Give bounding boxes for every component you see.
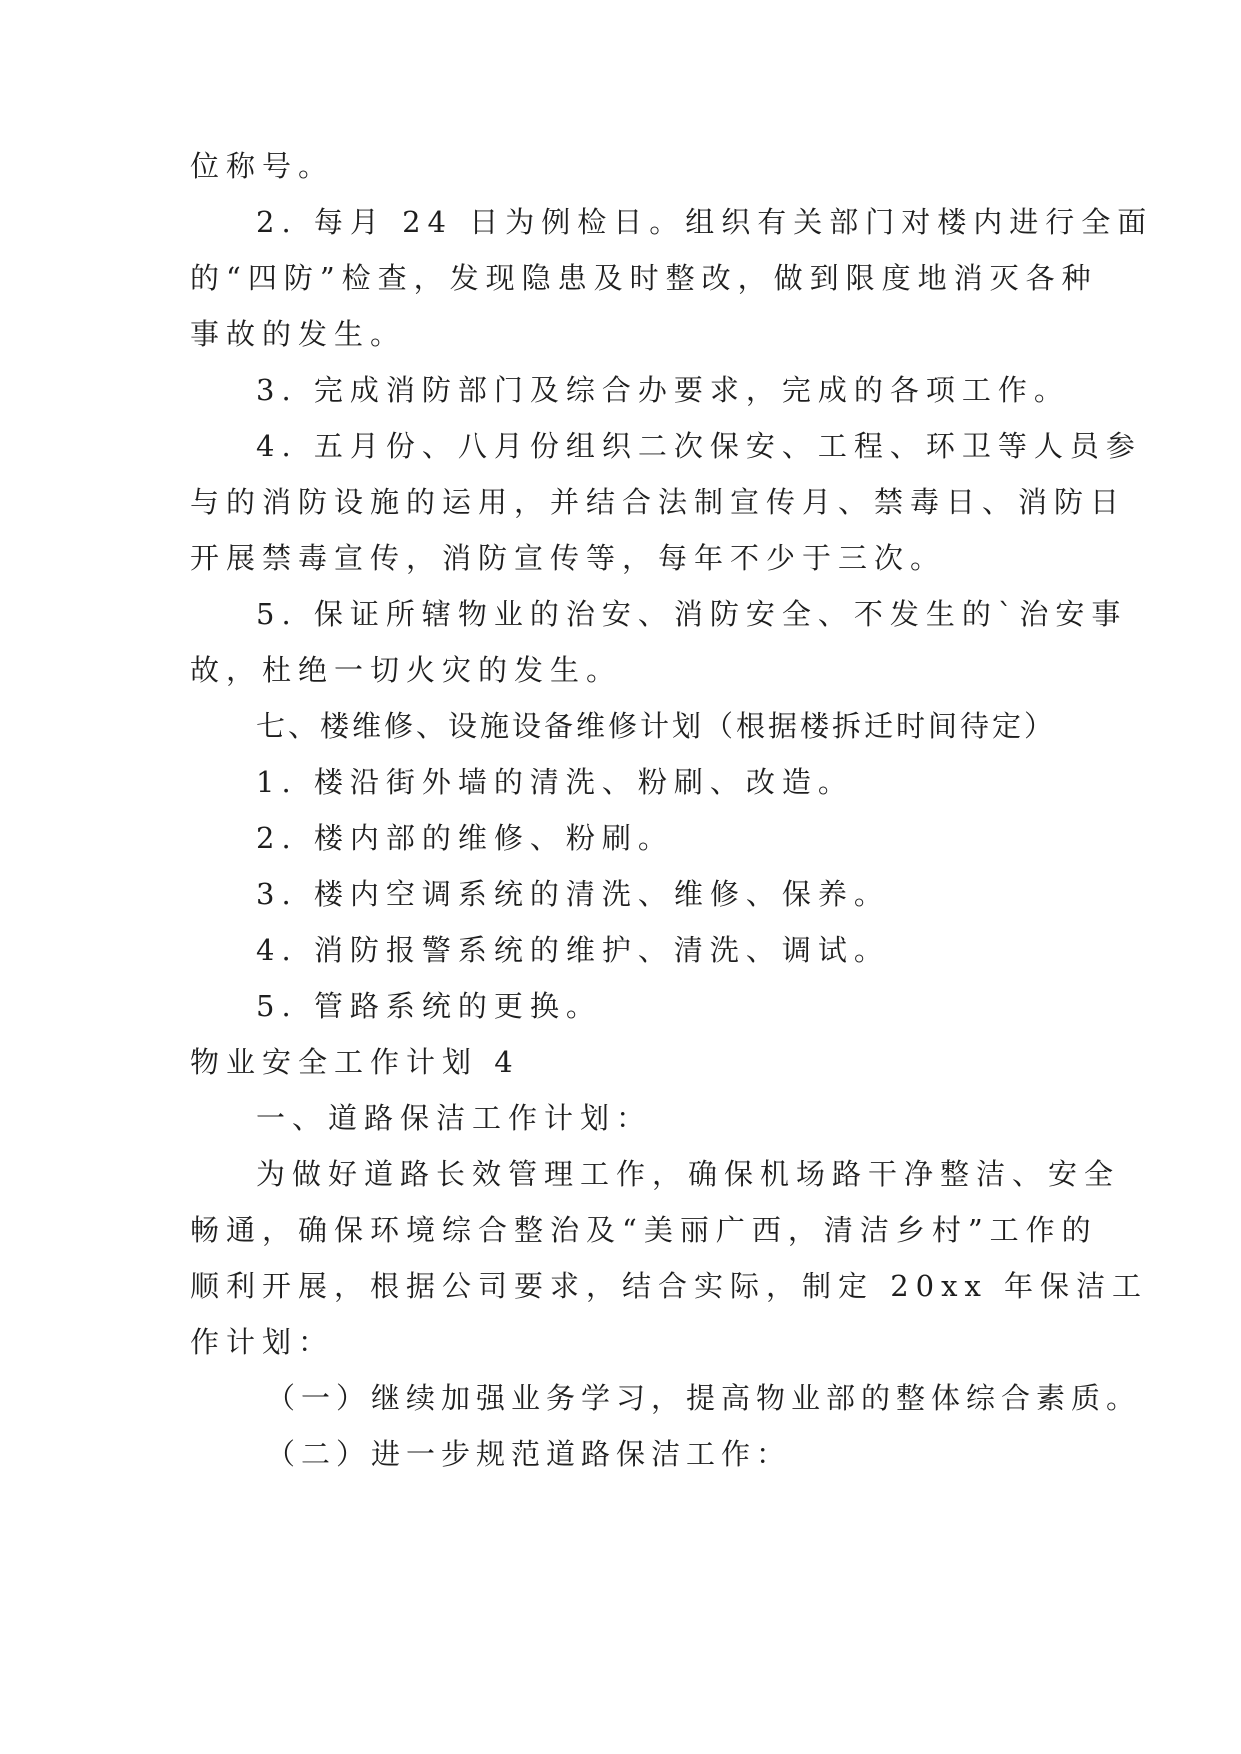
text-line: 4. 五月份、八月份组织二次保安、工程、环卫等人员参	[256, 429, 1142, 463]
text-line: 位称号。	[190, 149, 335, 183]
text-line: 3. 楼内空调系统的清洗、维修、保养。	[256, 877, 890, 911]
text-line: 作计划：	[190, 1325, 335, 1359]
sub-heading: （二）进一步规范道路保洁工作：	[266, 1437, 792, 1471]
text-line: 3. 完成消防部门及综合办要求，完成的各项工作。	[256, 373, 1070, 407]
text-line: 的“四防”检查，发现隐患及时整改，做到限度地消灭各种	[190, 261, 1098, 295]
text-line: 2. 每月 24 日为例检日。组织有关部门对楼内进行全面	[256, 205, 1154, 239]
text-line: 5. 管路系统的更换。	[256, 989, 602, 1023]
text-line: 事故的发生。	[190, 317, 407, 351]
text-line: 开展禁毒宣传，消防宣传等，每年不少于三次。	[190, 541, 947, 575]
document-heading: 物业安全工作计划 4	[190, 1045, 520, 1079]
text-line: 2. 楼内部的维修、粉刷。	[256, 821, 674, 855]
text-line: 顺利开展，根据公司要求，结合实际，制定 20xx 年保洁工	[190, 1269, 1149, 1303]
section-heading: 七、楼维修、设施设备维修计划（根据楼拆迁时间待定）	[256, 709, 1057, 743]
text-line: 4. 消防报警系统的维护、清洗、调试。	[256, 933, 890, 967]
text-line: 为做好道路长效管理工作，确保机场路干净整洁、安全	[256, 1157, 1121, 1191]
text-line: 故，杜绝一切火灾的发生。	[190, 653, 623, 687]
section-heading: 一、道路保洁工作计划：	[256, 1101, 653, 1135]
text-line: 1. 楼沿街外墙的清洗、粉刷、改造。	[256, 765, 854, 799]
text-line: 与的消防设施的运用，并结合法制宣传月、禁毒日、消防日	[190, 485, 1127, 519]
sub-heading: （一）继续加强业务学习，提高物业部的整体综合素质。	[266, 1381, 1142, 1415]
text-line: 5. 保证所辖物业的治安、消防安全、不发生的`治安事	[256, 597, 1128, 631]
text-line: 畅通，确保环境综合整治及“美丽广西，清洁乡村”工作的	[190, 1213, 1098, 1247]
